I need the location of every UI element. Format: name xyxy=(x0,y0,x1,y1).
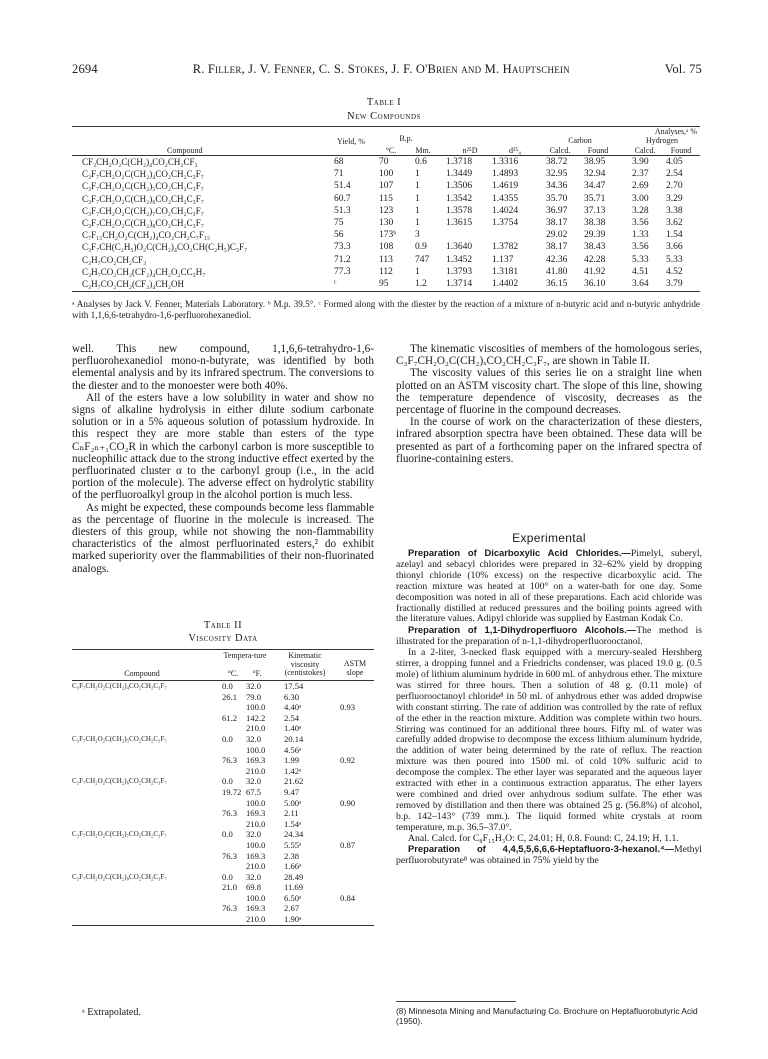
table2-row xyxy=(72,893,374,904)
t2-head-temp-f: °F. xyxy=(252,669,262,678)
table1-row xyxy=(72,266,700,278)
table1-cell-mm: 1 xyxy=(415,169,420,180)
table1-cell-mm: 0.6 xyxy=(415,157,427,167)
table1-bottom-rule xyxy=(72,291,700,292)
t2-head-compound: Compound xyxy=(124,669,160,678)
table1-cell-yield: 71 xyxy=(334,169,344,180)
table1-cell-h-found: 3.38 xyxy=(666,205,683,216)
table1-cell-bp: 107 xyxy=(379,181,394,192)
table2-cell-f: 169.3 xyxy=(246,850,266,861)
exp-text-alcohols: The method is illustrated for the preparation of n-1,1-dihydroperfluorooctanol. xyxy=(396,625,702,648)
table1-cell-h-calcd: 3.28 xyxy=(632,205,649,216)
exp-text-procedure: In a 2-liter, 3-necked flask equipped with a mercury-sealed Hershberg stirrer, a dropping funnel and a Friedrichs condenser, was placed 19.0 g. (0.5 mole) of lithium aluminum hydride in 600 ml. of anhydrous ether. The mixture was stirred for three hours. Then a solution of 48 g. (0.11 mole) of perfluorooctanoyl chloride⁸ in 50 ml. of anhydrous ether was added dropwise with constant stirring. The rate of addition was controlled by the rate of reflux of the ether in the reaction mixture. Addition was complete within two hours. Stirring was continued for an additional three hours. Fifty ml. of water was carefully added dropwise to decompose the excess lithium aluminum hydride, the addition of water being determined by the rate of reflux. The reaction mixture was then poured into 1500 ml. of cold 10% sulfuric acid to decompose the complex. The ether layer was separated and the aqueous layer extracted with ether in a continuous extraction apparatus. The ether layers were combined and dried over anhydrous sodium sulfate. The ether was removed by distillation and then there was obtained 25 g. (56.8%) of alcohol, b.p. 142–143° (739 mm.). The liquid formed white crystals at room temperature, m.p. 36.5–37.0°. xyxy=(396,647,703,833)
table2-cell-v: 1.66ᵃ xyxy=(284,861,302,872)
table1-cell-d: 1.4355 xyxy=(492,193,519,204)
table2-cell-f: 210.0 xyxy=(246,818,266,829)
exp-text-hexanol: Methyl perfluorobutyrate⁸ was obtained in 75% yield by the xyxy=(396,844,702,867)
table1-cell-h-calcd: 3.56 xyxy=(632,217,649,228)
table1-cell-bp: 100 xyxy=(379,169,394,180)
exp-text-acid-chlorides: Pimelyl, suberyl, azelayl and sebacyl chlorides were prepared in 32–62% yield by dropping thionyl chloride (10% excess) on the respective dicarboxylic acid. The reaction mixture was heated at 100° on a water-bath for one day. Some decomposition was noted in all of these preparations. Each acid chloride was fractionally distilled at reduced pressures and the boiling points agreed with the literature values. Adipyl chloride was supplied by Eastman Kodak Co. xyxy=(396,548,702,625)
table2-cell-v: 2.54 xyxy=(284,712,300,723)
table1-cell-compound: C₃H₇CO₂CH₂(CF₂)₄CH₂OH xyxy=(82,278,184,289)
volume-label: Vol. 75 xyxy=(664,62,702,76)
table1-cell-h-found: 2.70 xyxy=(666,181,683,192)
table2-row xyxy=(72,745,374,756)
table1-row xyxy=(72,193,700,205)
table1-cell-nd: 1.3506 xyxy=(446,181,473,192)
table1-cell-c-found: 41.92 xyxy=(584,266,606,277)
table1-cell-compound: CF₃CH₂O₂C(CH₂)₄CO₂CH₂CF₃ xyxy=(82,157,198,167)
footnote-rule xyxy=(396,1001,516,1002)
table2-cell-f: 169.3 xyxy=(246,903,266,914)
page-number: 2694 xyxy=(72,62,98,76)
table2-cell-c: 76.3 xyxy=(222,903,238,914)
table1-cell-c-found: 38.38 xyxy=(584,217,606,228)
table1-cell-mm: 747 xyxy=(415,254,430,265)
table2-cell-f: 100.0 xyxy=(246,797,266,808)
table1-row xyxy=(72,156,700,168)
table1-row xyxy=(72,217,700,229)
table1-cell-c-found: 37.13 xyxy=(584,205,606,216)
table1-cell-h-found: 3.66 xyxy=(666,242,683,253)
table2-cell-f: 32.0 xyxy=(246,776,262,787)
table1-cell-c-calcd: 42.36 xyxy=(546,254,568,265)
exp-heading-hexanol: Preparation of 4,4,5,5,6,6,6-Heptafluoro-3-hexanol.⁴— xyxy=(408,843,675,855)
table1-cell-c-calcd: 32.95 xyxy=(546,169,568,180)
table1-cell-nd: 1.3542 xyxy=(446,193,473,204)
table1-cell-h-found: 3.29 xyxy=(666,193,683,204)
table2-cell-c: 76.3 xyxy=(222,755,238,766)
table1-cell-h-calcd: 5.33 xyxy=(632,254,649,265)
table1-cell-mm: 3 xyxy=(415,230,420,241)
table1-cell-compound: C₃F₇CH₂O₂C(CH₂)₆CO₂CH₂C₃F₇ xyxy=(82,193,204,204)
table2-cell-v: 5.00ᵃ xyxy=(284,797,302,808)
table2-row xyxy=(72,808,374,819)
reference-footnote-8: (8) Minnesota Mining and Manufacturing Co. Brochure on Heptafluorobutyric Acid (1950). xyxy=(396,1006,698,1026)
table2-row xyxy=(72,861,374,872)
table1-header xyxy=(72,126,700,156)
table2-cell-v: 17.54 xyxy=(284,681,304,691)
table1-cell-yield: 56 xyxy=(334,230,344,241)
table1-cell-c-found: 42.28 xyxy=(584,254,606,265)
table1-cell-compound: C₃F₇CH₂O₂C(CH₂)₅CO₂CH₂C₃F₇ xyxy=(82,181,204,192)
exp-text-analysis: Anal. Calcd. for C₈F₁₅H₃O: C, 24.01; H, 0.8. Found: C, 24.19; H, 1.1. xyxy=(408,832,679,844)
table1-cell-bp: 108 xyxy=(379,242,394,253)
table2-cell-f: 100.0 xyxy=(246,702,266,713)
table2-cell-v: 6.50ᵃ xyxy=(284,892,302,903)
table2-cell-f: 32.0 xyxy=(246,681,262,691)
author-line: R. Filler, J. V. Fenner, C. S. Stokes, J. F. O'Brien and M. Hauptschein xyxy=(192,62,570,76)
table2-cell-v: 1.90ᵃ xyxy=(284,914,302,925)
table1-cell-yield: 71.2 xyxy=(334,254,351,265)
table1-cell-bp: 95 xyxy=(379,278,389,289)
table2-row xyxy=(72,882,374,893)
t1-head-nd: n²⁵D xyxy=(462,146,478,155)
table2-cell-v: 6.30 xyxy=(284,691,300,702)
table1-title: Table I xyxy=(366,97,402,108)
table2-cell-f: 169.3 xyxy=(246,808,266,819)
table1-cell-c-calcd: 38.72 xyxy=(546,157,568,167)
table2-cell-v: 1.40ᵃ xyxy=(284,723,302,734)
table1-row xyxy=(72,168,700,180)
table2-row xyxy=(72,829,374,840)
table2-bottom-rule xyxy=(72,925,374,926)
table2-cell-v: 5.55ᵃ xyxy=(284,839,302,850)
table1-cell-c-calcd: 34.36 xyxy=(546,181,568,192)
table2-cell-v: 20.14 xyxy=(284,733,304,744)
table2-cell-v: 4.56ᵃ xyxy=(284,744,302,755)
table2-cell-c: 0.0 xyxy=(222,871,233,882)
left-column-text xyxy=(72,343,374,575)
t1-head-bp-c: °C. xyxy=(385,146,397,155)
table1-cell-nd: 1.3793 xyxy=(446,266,473,277)
table1-cell-yield: 51.3 xyxy=(334,205,351,216)
table1-row xyxy=(72,241,700,253)
table2-cell-f: 32.0 xyxy=(246,871,262,882)
table2-body xyxy=(72,681,374,925)
table1-cell-bp: 70 xyxy=(379,157,389,167)
table2-cell-c: 61.2 xyxy=(222,712,238,723)
table2-row xyxy=(72,903,374,914)
table1-cell-h-calcd: 3.56 xyxy=(632,242,649,253)
table1-row xyxy=(72,180,700,192)
table1-cell-c-calcd: 38.17 xyxy=(546,242,568,253)
table2-cell-f: 210.0 xyxy=(246,723,266,734)
table2-cell-v: 2.67 xyxy=(284,903,300,914)
table1-cell-c-found: 32.94 xyxy=(584,169,606,180)
t2-head-astm: ASTM slope xyxy=(343,659,367,677)
table2-cell-f: 210.0 xyxy=(246,861,266,872)
table1-cell-yield: 73.3 xyxy=(334,242,351,253)
table1-cell-bp: 112 xyxy=(379,266,393,277)
table2-cell-f: 142.2 xyxy=(246,712,266,723)
table1-cell-h-found: 3.79 xyxy=(666,278,683,289)
table1-cell-d: 1.4619 xyxy=(492,181,519,192)
table1-cell-compound: C₃F₇CH(C₂H₅)O₂C(CH₂)₄CO₂CH(C₂H₅)C₃F₇ xyxy=(82,242,248,253)
t1-head-yield: Yield, % xyxy=(337,137,365,146)
t1-head-calcd-c: Calcd. xyxy=(549,146,571,155)
table1-cell-h-found: 3.62 xyxy=(666,217,683,228)
table1-cell-mm: 1.2 xyxy=(415,278,427,289)
table1-cell-d: 1.3181 xyxy=(492,266,519,277)
table1-body xyxy=(72,156,700,290)
table2-cell-v: 28.49 xyxy=(284,871,304,882)
t1-head-d: d²⁵₄ xyxy=(509,146,521,155)
table1-cell-bp: 115 xyxy=(379,193,393,204)
table1-cell-nd: 1.3449 xyxy=(446,169,473,180)
t1-head-carbon: Carbon xyxy=(568,136,592,145)
table2 xyxy=(72,649,374,926)
table1-cell-h-calcd: 3.64 xyxy=(632,278,649,289)
table1-row xyxy=(72,205,700,217)
table1-cell-bp: 123 xyxy=(379,205,394,216)
table1-cell-h-calcd: 4.51 xyxy=(632,266,649,277)
t1-head-found-c: Found xyxy=(587,146,609,155)
table2-cell-f: 169.3 xyxy=(246,755,266,766)
table2-row xyxy=(72,840,374,851)
table1-cell-nd: 1.3640 xyxy=(446,242,473,253)
table1-cell-bp: 173ᵇ xyxy=(379,230,397,241)
table2-cell-f: 210.0 xyxy=(246,914,266,925)
table2-cell-f: 100.0 xyxy=(246,744,266,755)
table1-cell-d: 1.4893 xyxy=(492,169,519,180)
table1-cell-h-calcd: 3.90 xyxy=(632,157,649,167)
table2-cell-f: 210.0 xyxy=(246,765,266,776)
table2-cell-c: 0.0 xyxy=(222,829,233,840)
table1-cell-c-found: 35.71 xyxy=(584,193,606,204)
table2-cell-compound: C₃F₇CH₂O₂C(CH₂)₇CO₂CH₂C₃F₇ xyxy=(72,830,167,839)
table1-footnote: ᵃ Analyses by Jack V. Fenner, Materials Laboratory. ᵇ M.p. 39.5°. ᶜ Formed along with the diester by the reaction of a mixture of n-butyric acid and n-butyric anhydride with 1,1,6,6-tetrahydro-1,6-perfluorohexanediol. xyxy=(72,299,700,320)
table1-cell-compound: C₃F₇CH₂O₂C(CH₂)₄CO₂CH₂C₃F₇ xyxy=(82,169,204,180)
table1-cell-d: 1.3754 xyxy=(492,217,519,228)
table1-cell-nd: 1.3578 xyxy=(446,205,473,216)
experimental-heading: Experimental xyxy=(512,531,586,545)
table2-cell-c: 0.0 xyxy=(222,681,233,691)
table2-cell-c: 21.0 xyxy=(222,882,238,893)
exp-heading-acid-chlorides: Preparation of Dicarboxylic Acid Chlorides.— xyxy=(408,547,631,558)
table1-row xyxy=(72,229,700,241)
t1-head-mm: Mm. xyxy=(415,146,431,155)
table2-cell-c: 76.3 xyxy=(222,850,238,861)
table2-row xyxy=(72,914,374,925)
table2-cell-v: 21.62 xyxy=(284,776,304,787)
table2-header xyxy=(72,649,374,681)
table2-cell-f: 100.0 xyxy=(246,892,266,903)
table1-cell-yield: 60.7 xyxy=(334,193,351,204)
table2-title: Table II xyxy=(203,620,243,631)
table1-cell-yield: 77.3 xyxy=(334,266,351,277)
table1-cell-c-found: 38.95 xyxy=(584,157,606,167)
table2-cell-c: 76.3 xyxy=(222,808,238,819)
table1-cell-d: 1.137 xyxy=(492,254,514,265)
table1-cell-compound: C₃F₇CH₂O₂C(CH₂)₈CO₂CH₂C₃F₇ xyxy=(82,217,204,228)
t1-head-found-h: Found xyxy=(670,146,692,155)
table2-cell-v: 2.11 xyxy=(284,808,299,819)
t1-head-bp: B.p. xyxy=(399,134,413,143)
table1-cell-h-found: 1.54 xyxy=(666,230,683,241)
table2-row xyxy=(72,681,374,692)
table2-cell-v: 1.99 xyxy=(284,755,300,766)
table2-row xyxy=(72,766,374,777)
table2-cell-slope: 0.84 xyxy=(340,892,356,903)
table1-row xyxy=(72,278,700,290)
left-paragraph-1: well. This new compound, 1,1,6,6-tetrahydro-1,6-perfluorohexanediol mono-n-butyrate, was identified by both elemental analysis and by its infrared spectrum. The conversions to the diester and to the monoester were both 40%. xyxy=(72,343,374,392)
table1-cell-h-calcd: 1.33 xyxy=(632,230,649,241)
table1-cell-mm: 0.9 xyxy=(415,242,427,253)
table1-cell-c-calcd: 29.02 xyxy=(546,230,568,241)
t2-head-kin: Kinematic viscosity (centistokes) xyxy=(284,651,326,678)
table1-cell-c-calcd: 35.70 xyxy=(546,193,568,204)
table1-cell-nd: 1.3615 xyxy=(446,217,473,228)
table1-cell-c-calcd: 36.15 xyxy=(546,278,568,289)
table1-cell-d: 1.3782 xyxy=(492,242,519,253)
table2-cell-f: 32.0 xyxy=(246,733,262,744)
table1-cell-yield: 75 xyxy=(334,217,344,228)
table1-cell-mm: 1 xyxy=(415,266,420,277)
running-head xyxy=(72,62,702,77)
table1-cell-mm: 1 xyxy=(415,217,420,228)
table2-row xyxy=(72,798,374,809)
table2-row xyxy=(72,702,374,713)
table1-cell-compound: C₃H₇CO₂CH₂CF₃ xyxy=(82,254,147,265)
table2-row xyxy=(72,713,374,724)
table2-row xyxy=(72,692,374,703)
table1-cell-c-calcd: 36.97 xyxy=(546,205,568,216)
table1-cell-h-found: 4.52 xyxy=(666,266,683,277)
experimental-body xyxy=(396,548,702,867)
table1-cell-c-calcd: 38.17 xyxy=(546,217,568,228)
left-paragraph-2: All of the esters have a low solubility in water and show no signs of alkaline hydrolysis in either dilute sodium carbonate solution or in a 5% aqueous solution of potassium hydroxide. In this respect they are more stable than esters of the type CₙF₂ₙ₊₁CO₂R in which the carbonyl carbon is more susceptible to nucleophilic attack due to the strong inductive effect exerted by the perfluorinated cluster α to the carbonyl group (i.e., in the acid portion of the molecule). The adverse effect on hydrolytic stability of the perfluoroalkyl group in the alcohol portion is much less. xyxy=(72,391,374,502)
left-paragraph-3: As might be expected, these compounds become less flammable as the percentage of fluorine in the molecule is increased. The diesters of this group, while not showing the non-flammability characteristics of the almost perfluorinated esters,² do exhibit marked superiority over the flammabilities of their non-fluorinated analogs. xyxy=(72,501,374,575)
t1-head-compound: Compound xyxy=(167,146,203,155)
table2-cell-v: 1.42ᵃ xyxy=(284,765,302,776)
table1-cell-compound: C₃F₇CH₂O₂C(CH₂)₇CO₂CH₂C₃F₇ xyxy=(82,205,204,216)
table2-cell-slope: 0.93 xyxy=(340,702,356,713)
table1-cell-mm: 1 xyxy=(415,193,420,204)
table2-cell-v: 11.69 xyxy=(284,882,304,893)
table1-cell-c-found: 29.39 xyxy=(584,230,606,241)
table1-cell-yield: ᶜ xyxy=(334,278,337,289)
table1-row xyxy=(72,254,700,266)
table2-row xyxy=(72,872,374,883)
table2-cell-compound: C₃F₇CH₂O₂C(CH₂)₆CO₂CH₂C₃F₇ xyxy=(72,777,167,786)
table2-cell-c: 0.0 xyxy=(222,733,233,744)
table2-row xyxy=(72,755,374,766)
table2-cell-c: 26.1 xyxy=(222,691,238,702)
table1-cell-nd: 1.3714 xyxy=(446,278,473,289)
table2-row xyxy=(72,776,374,787)
table2-cell-c: 0.0 xyxy=(222,776,233,787)
table2-cell-compound: C₃F₇CH₂O₂C(CH₂)₄CO₂CH₂C₃F₇ xyxy=(72,682,167,690)
table2-subtitle: Viscosity Data xyxy=(188,633,258,644)
table2-row xyxy=(72,734,374,745)
table1-cell-compound: C₃H₇CO₂CH₂(CF₂)₄CH₂O₂CC₃H₇ xyxy=(82,266,206,277)
table1-cell-d: 1.3316 xyxy=(492,157,519,167)
table2-cell-slope: 0.87 xyxy=(340,839,356,850)
right-column-text xyxy=(396,343,702,465)
table2-cell-f: 32.0 xyxy=(246,829,262,840)
table1-cell-d: 1.4402 xyxy=(492,278,519,289)
table1-cell-h-found: 5.33 xyxy=(666,254,683,265)
table1-cell-c-found: 34.47 xyxy=(584,181,606,192)
table2-cell-c: 19.72 xyxy=(222,786,242,797)
table2-row xyxy=(72,851,374,862)
exp-heading-alcohols: Preparation of 1,1-Dihydroperfluoro Alcohols.— xyxy=(408,624,637,636)
table2-cell-v: 24.34 xyxy=(284,829,304,840)
t1-head-calcd-h: Calcd. xyxy=(634,146,656,155)
table2-cell-slope: 0.92 xyxy=(340,755,356,766)
table1-cell-d: 1.4024 xyxy=(492,205,519,216)
table2-footnote: ᵃ Extrapolated. xyxy=(82,1007,141,1018)
table1-cell-h-calcd: 3.00 xyxy=(632,193,649,204)
table2-cell-f: 100.0 xyxy=(246,839,266,850)
table2-cell-compound: C₃F₇CH₂O₂C(CH₂)₅CO₂CH₂C₃F₇ xyxy=(72,734,167,743)
table2-row xyxy=(72,787,374,798)
table2-cell-f: 69.8 xyxy=(246,882,262,893)
table1-cell-c-found: 36.10 xyxy=(584,278,606,289)
table1-cell-h-calcd: 2.69 xyxy=(632,181,649,192)
t2-head-temp: Tempera-ture xyxy=(223,651,267,660)
t1-head-analyses: Analyses,ᵃ % xyxy=(654,127,697,136)
table1-cell-h-found: 2.54 xyxy=(666,169,683,180)
table2-cell-v: 1.54ᵃ xyxy=(284,818,302,829)
table1-cell-mm: 1 xyxy=(415,205,420,216)
table1-cell-yield: 51.4 xyxy=(334,181,351,192)
t1-head-hydrogen: Hydrogen xyxy=(646,136,678,145)
table2-cell-v: 2.38 xyxy=(284,850,300,861)
table2-cell-v: 4.40ᵃ xyxy=(284,702,302,713)
table1-cell-bp: 113 xyxy=(379,254,393,265)
table2-cell-slope: 0.90 xyxy=(340,797,356,808)
right-paragraph-3: In the course of work on the characterization of these diesters, infrared absorption spectra have been obtained. These data will be presented as part of a forthcoming paper on the infrared spectra of fluorine-containing esters. xyxy=(396,416,702,465)
table1-cell-nd: 1.3452 xyxy=(446,254,473,265)
table1-cell-mm: 1 xyxy=(415,181,420,192)
table1-cell-bp: 130 xyxy=(379,217,394,228)
table2-row xyxy=(72,723,374,734)
table1-cell-compound: C₇F₁₅CH₂O₂C(CH₂)₄CO₂CH₂C₇F₁₅ xyxy=(82,230,211,241)
table1-cell-nd: 1.3718 xyxy=(446,157,473,167)
table2-row xyxy=(72,819,374,830)
table1-cell-c-calcd: 41.80 xyxy=(546,266,568,277)
table1-subtitle: New Compounds xyxy=(347,111,421,122)
t2-head-temp-c: °C. xyxy=(227,669,239,678)
table1 xyxy=(72,126,700,292)
right-paragraph-2: The viscosity values of this series lie on a straight line when plotted on an ASTM viscosity chart. The slope of this line, showing the temperature dependence of viscosity, decreases as the percentage of fluorine in the compound decreases. xyxy=(396,367,702,417)
table2-cell-v: 9.47 xyxy=(284,786,300,797)
table1-cell-c-found: 38.43 xyxy=(584,242,606,253)
table2-cell-compound: C₃F₇CH₂O₂C(CH₂)₈CO₂CH₂C₃F₇ xyxy=(72,872,167,881)
table2-cell-f: 67.5 xyxy=(246,786,262,797)
table2-cell-f: 79.0 xyxy=(246,691,262,702)
right-paragraph-1: The kinematic viscosities of members of the homologous series, C₃F₇CH₂O₂C(CH₂)ₓCO₂CH₂C₃F₇, are shown in Table II. xyxy=(396,343,702,368)
table1-cell-h-found: 4.05 xyxy=(666,157,683,167)
table1-cell-h-calcd: 2.37 xyxy=(632,169,649,180)
table1-cell-yield: 68 xyxy=(334,157,344,167)
